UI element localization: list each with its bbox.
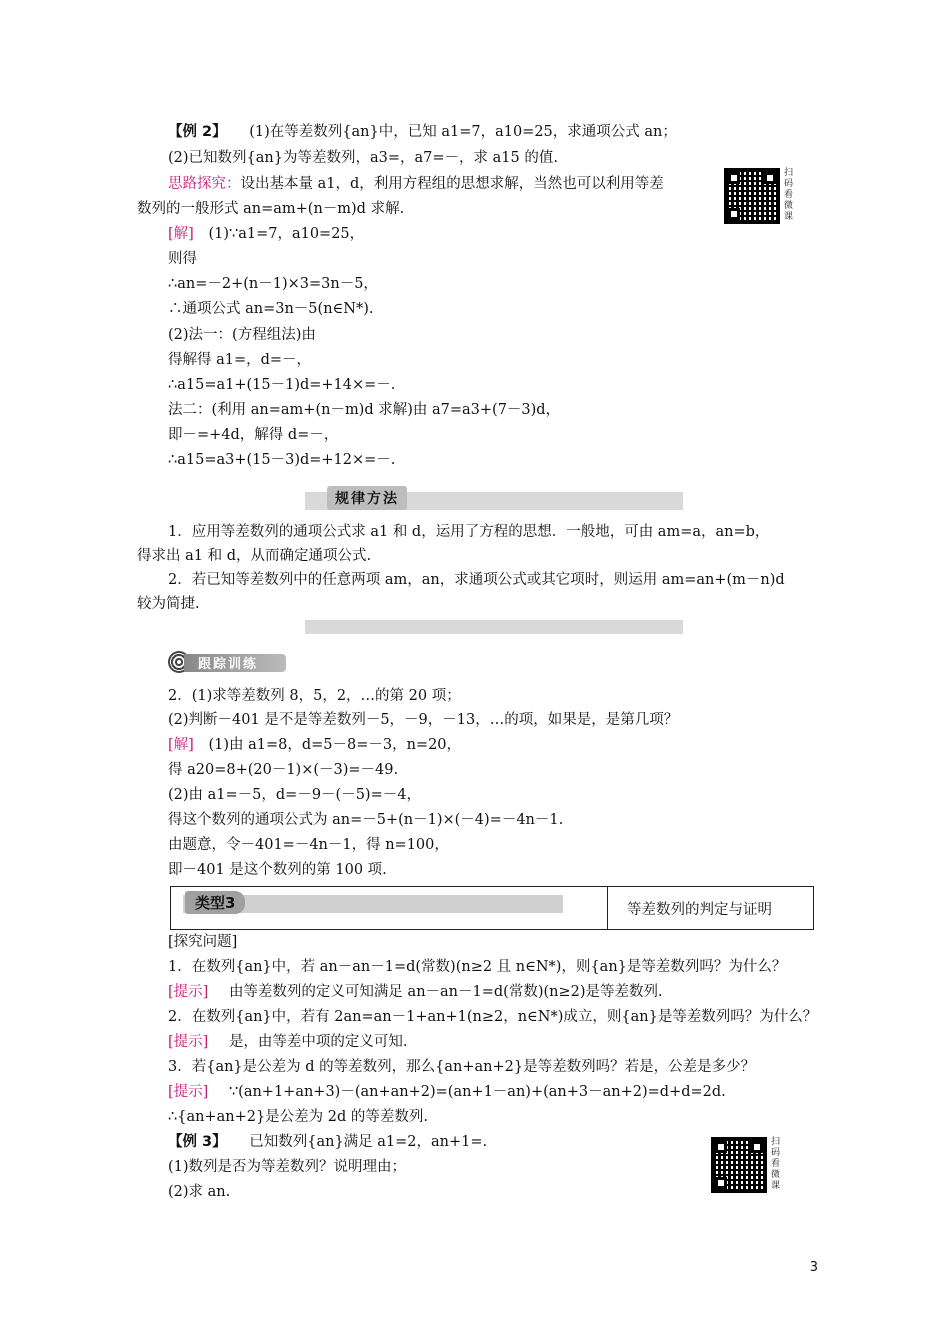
training-s1: (1)由 a1=8，d=5－8=－3，n=20，	[208, 737, 462, 753]
example2-solution-line1	[168, 224, 364, 244]
method-p1a: 1．应用等差数列的通项公式求 a1 和 d，运用了方程的思想．一般地，可由 am=a，an=b，	[168, 524, 770, 540]
example2-sol5: (2)法一：(方程组法)由	[168, 327, 316, 343]
example2-question2: (2)已知数列{an}为等差数列，a3=，a7=－，求 a15 的值.	[168, 150, 558, 166]
training-q1: 2．(1)求等差数列 8，5，2，…的第 20 项；	[168, 688, 461, 704]
hint-label-3: [提示]	[168, 1084, 209, 1100]
hint-label-2: [提示]	[168, 1034, 209, 1050]
type3-tag: 类型3	[185, 891, 245, 914]
explore-q2: 2．在数列{an}中，若有 2an=an－1+an+1(n≥2，n∈N*)成立，则{an}是等差数列吗？为什么？	[168, 1009, 818, 1025]
training-s3: (2)由 a1=－5，d=－9－(－5)=－4，	[168, 787, 421, 803]
type3-divider	[607, 887, 608, 929]
explore-heading: [探究问题]	[168, 934, 238, 950]
page-number: 3	[809, 1260, 818, 1275]
training-header	[168, 651, 286, 675]
example2-sol7: ∴a15=a1+(15－1)d=+14×=－.	[168, 377, 396, 393]
explore-q3: 3．若{an}是公差为 d 的等差数列，那么{an+an+2}是等差数列吗？若是，公差是多少？	[168, 1059, 756, 1075]
qr-label-1: 扫 码 看 微 课	[784, 168, 794, 222]
explore-h2-line	[168, 1032, 408, 1052]
example2-sol6: 得解得 a1=，d=－，	[168, 352, 312, 368]
separator-band	[305, 620, 683, 634]
explore-h3b: ∴{an+an+2}是公差为 2d 的等差数列.	[168, 1109, 429, 1125]
example2-sol3: ∴an=－2+(n－1)×3=3n－5，	[168, 276, 378, 292]
example2-sol8: 法二：(利用 an=am+(n－m)d 求解)由 a7=a3+(7－3)d，	[168, 402, 561, 418]
explore-h3-line	[168, 1082, 726, 1102]
explore-h2: 是，由等差中项的定义可知.	[228, 1034, 408, 1050]
training-title: 跟踪训练	[198, 657, 259, 672]
example2-sol10: ∴a15=a3+(15－3)d=+12×=－.	[168, 452, 396, 468]
training-s2: 得 a20=8+(20－1)×(－3)=－49.	[168, 762, 399, 778]
training-s1-line	[168, 735, 461, 755]
example2-sol9: 即－=+4d，解得 d=－，	[168, 427, 339, 443]
hint-label-1: [提示]	[168, 984, 209, 1000]
example2-thinking	[168, 174, 664, 194]
example2-question1: (1)在等差数列{an}中，已知 a1=7，a10=25，求通项公式 an；	[249, 124, 677, 140]
example2-label: 【例 2】	[168, 124, 227, 140]
training-q2: (2)判断－401 是不是等差数列－5，－9，－13，…的项，如果是，是第几项？	[168, 712, 679, 728]
explore-h1: 由等差数列的定义可知满足 an－an－1=d(常数)(n≥2)是等差数列.	[228, 984, 663, 1000]
qr-code-1[interactable]	[724, 168, 780, 224]
type3-box	[170, 886, 814, 930]
training-solution-label: [解]	[168, 737, 194, 753]
example2-line1	[168, 122, 677, 142]
example3-line1	[168, 1132, 487, 1152]
example2-thinking-cont: 数列的一般形式 an=am+(n－m)d 求解.	[137, 201, 405, 217]
example2-sol4: ∴通项公式 an=3n－5(n∈N*).	[168, 301, 374, 317]
qr-code-2[interactable]	[711, 1137, 767, 1193]
type3-title: 等差数列的判定与证明	[627, 902, 772, 918]
solution-label: [解]	[168, 226, 194, 242]
thinking-text: 设出基本量 a1，d，利用方程组的思想求解，当然也可以利用等差	[240, 176, 664, 192]
example3-q2: (2)求 an.	[168, 1184, 231, 1200]
explore-h1-line	[168, 982, 663, 1002]
method-title: 规律方法	[327, 486, 407, 510]
explore-h3: ∵(an+1+an+3)－(an+an+2)=(an+1－an)+(an+3－an+2)=d+d=2d.	[228, 1084, 726, 1100]
explore-q1: 1．在数列{an}中，若 an－an－1=d(常数)(n≥2 且 n∈N*)，则{an}是等差数列吗？为什么？	[168, 959, 787, 975]
example3-text: 已知数列{an}满足 a1=2，an+1=.	[249, 1134, 488, 1150]
training-s6: 即－401 是这个数列的第 100 项.	[168, 862, 387, 878]
method-p2b: 较为简捷.	[137, 596, 200, 612]
method-p1b: 得求出 a1 和 d，从而确定通项公式.	[137, 548, 372, 564]
example2-sol2: 则得	[168, 251, 197, 267]
thinking-label: 思路探究：	[168, 176, 241, 192]
solution-text1: (1)∵a1=7，a10=25，	[208, 226, 365, 242]
example3-q1: (1)数列是否为等差数列？说明理由；	[168, 1159, 407, 1175]
qr-label-2: 扫 码 看 微 课	[771, 1137, 781, 1191]
training-s5: 由题意，令－401=－4n－1，得 n=100，	[168, 837, 449, 853]
method-p2a: 2．若已知等差数列中的任意两项 am，an，求通项公式或其它项时，则运用 am=an+(m－n)d	[168, 572, 785, 588]
example3-label: 【例 3】	[168, 1134, 227, 1150]
training-s4: 得这个数列的通项公式为 an=－5+(n－1)×(－4)=－4n－1.	[168, 812, 564, 828]
